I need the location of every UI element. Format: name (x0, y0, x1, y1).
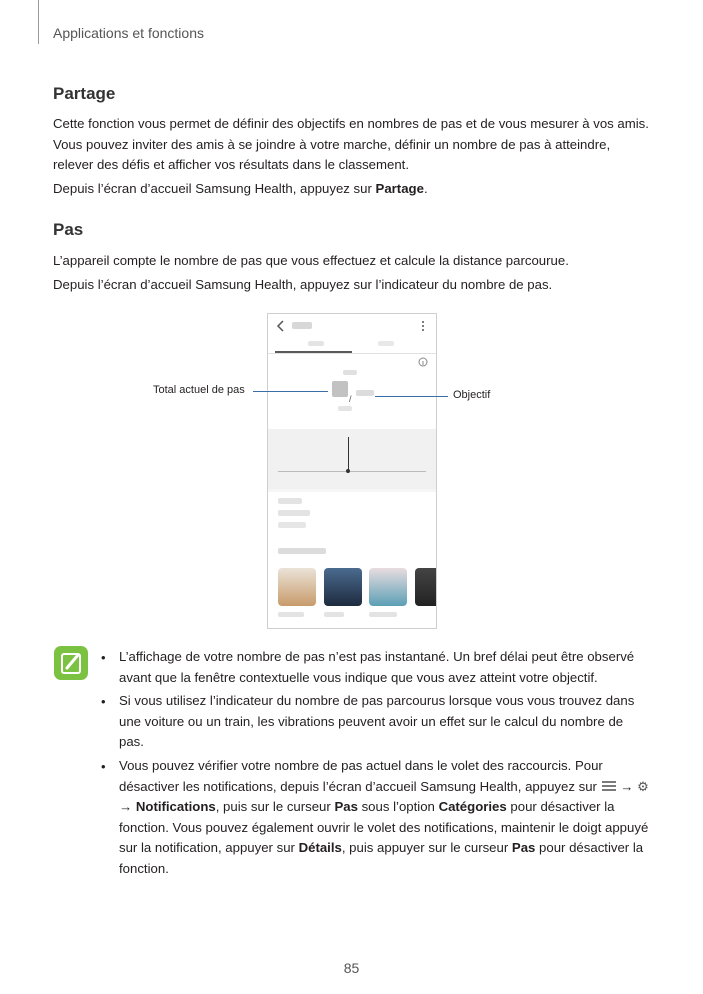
header-rule (38, 0, 39, 44)
bullet-2: • (101, 694, 106, 709)
steps-screen-screenshot (267, 313, 437, 629)
page-number: 85 (343, 960, 360, 976)
partage-instruction: Depuis l’écran d’accueil Samsung Health, appuyez sur Partage. (53, 181, 428, 196)
workout-thumbnail-1 (278, 568, 316, 606)
title-placeholder (292, 322, 312, 329)
detail-placeholder-3 (278, 522, 306, 528)
pas-description: L’appareil compte le nombre de pas que vous effectuez et calcule la distance parcourue. (53, 253, 569, 268)
note-bullet-3: Vous pouvez vérifier votre nombre de pas actuel dans le volet des raccourcis. Pour désactiver les notifications, depuis l’écran d’accueil Samsung Health, appuyez sur → ⚙ → Notifications, puis sur le curseur Pas sous l’option Catégories pour désactiver la fonction. Vous pouvez également ouvrir le volet des notifications, maintenir le doigt appuyé sur la notification, appuyer sur Détails, puis appuyer sur le curseur Pas pour désactiver la fonction. (119, 758, 649, 876)
leader-line-total (253, 391, 328, 392)
step-count-placeholder (332, 381, 348, 397)
tab-divider (268, 353, 436, 354)
caption-placeholder-2 (324, 612, 344, 617)
workout-thumbnail-2 (324, 568, 362, 606)
tab-placeholder-2 (378, 341, 394, 346)
detail-placeholder-1 (278, 498, 302, 504)
goal-placeholder (356, 390, 374, 396)
distance-placeholder (338, 406, 352, 411)
menu-icon (601, 780, 617, 792)
note-icon (54, 646, 88, 680)
note-bullet-1: L’affichage de votre nombre de pas n’est pas instantané. Un bref délai peut être observé avant que la fenêtre contextuelle vous indique que vous avez atteint votre objectif. (119, 649, 635, 685)
bullet-1: • (101, 650, 106, 665)
workout-thumbnail-3 (369, 568, 407, 606)
gear-icon: ⚙ (637, 778, 649, 794)
back-icon (276, 320, 286, 332)
caption-placeholder-3 (369, 612, 397, 617)
label-total-actuel: Total actuel de pas (153, 384, 245, 396)
workout-thumbnail-4 (415, 568, 437, 606)
steps-details-area (268, 492, 436, 628)
more-options-icon (420, 320, 426, 332)
section-title-placeholder (278, 548, 326, 554)
running-header: Applications et fonctions (53, 25, 204, 41)
heading-partage: Partage (53, 84, 116, 103)
steps-summary-area: / (268, 314, 436, 429)
info-icon (418, 357, 428, 367)
bullet-3: • (101, 759, 106, 774)
date-placeholder (343, 370, 357, 375)
label-objectif: Objectif (453, 389, 491, 401)
detail-placeholder-2 (278, 510, 310, 516)
leader-line-objectif (375, 396, 448, 397)
partage-description: Cette fonction vous permet de définir des objectifs en nombres de pas et de vous mesurer à vos amis. Vous pouvez inviter des amis à se joindre à votre marche, définir un nombre de pas à atteindre, relever des défis et afficher vos résultats dans le classement. (53, 116, 649, 172)
note-bullet-2: Si vous utilisez l’indicateur du nombre de pas parcourus lorsque vous vous trouvez dans une voiture ou un train, les vibrations peuvent avoir un effet sur le calcul du nombre de pas. (119, 693, 635, 749)
tab-placeholder-1 (308, 341, 324, 346)
heading-pas: Pas (53, 220, 84, 239)
steps-chart (268, 429, 436, 489)
caption-placeholder-1 (278, 612, 304, 617)
pas-instruction: Depuis l’écran d’accueil Samsung Health, appuyez sur l’indicateur du nombre de pas. (53, 277, 553, 292)
